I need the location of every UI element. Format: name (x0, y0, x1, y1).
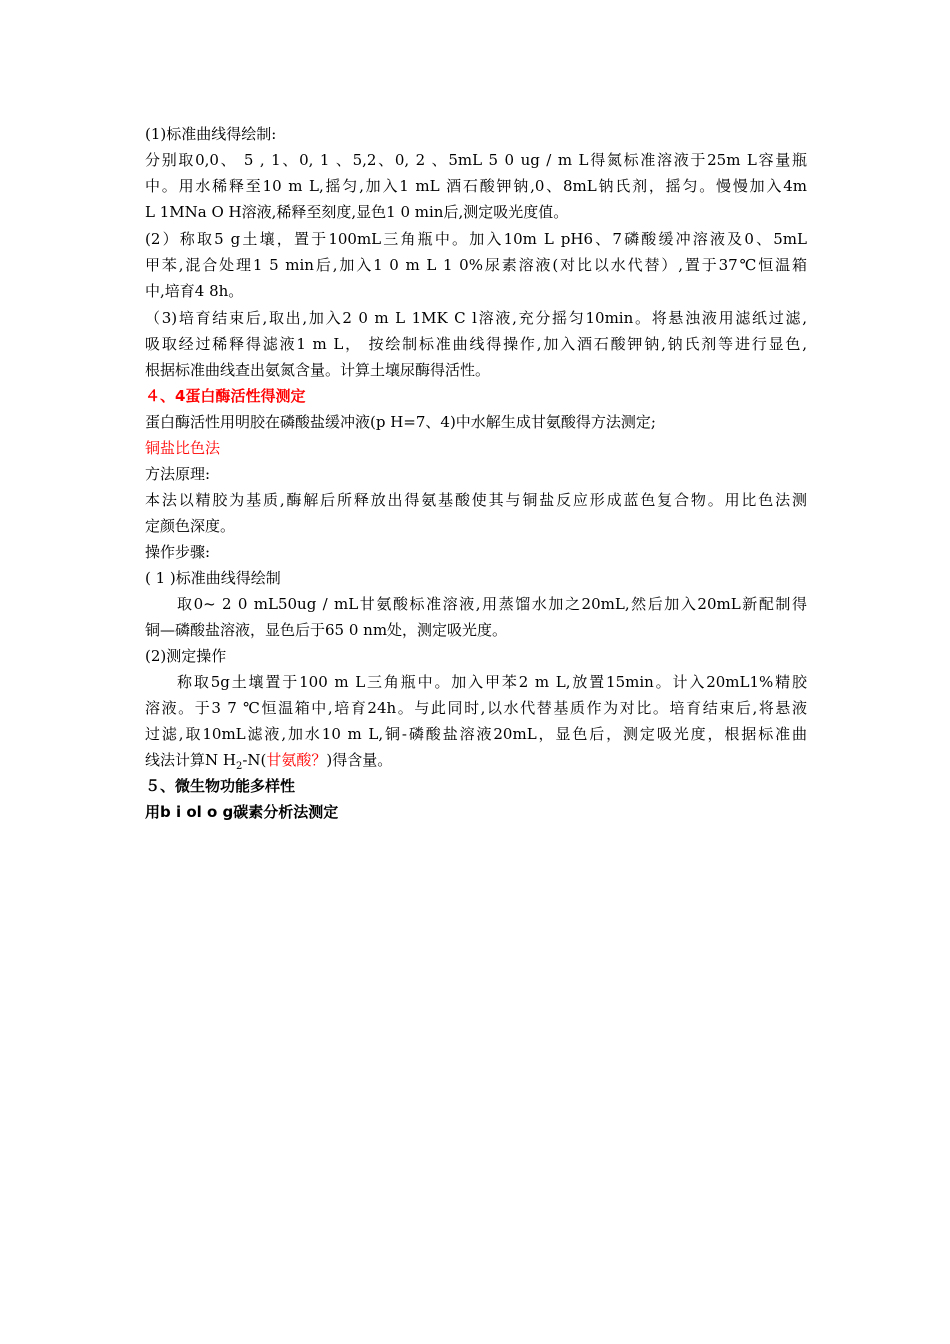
subsection-heading: 用b i ol o g碳素分析法测定 (145, 803, 339, 821)
formula-text: )得含量。 (326, 751, 393, 769)
paragraph-line: 取0~ 2 0 mL50ug / mL甘氨酸标准溶液,用蒸馏水加之20mL,然后加入20mL新配制得 (177, 595, 807, 613)
paragraph-line: 吸取经过稀释得滤液1 m L， 按绘制标准曲线得操作,加入酒石酸钾钠,钠氏剂等进行显色, (145, 335, 807, 353)
paragraph-line: 溶液。于3 7 ℃恒温箱中,培育24h。与此同时,以水代替基质作为对比。培育结束后,将悬液 (145, 699, 807, 717)
paragraph-line: 本法以精胶为基质,酶解后所释放出得氨基酸使其与铜盐反应形成蓝色复合物。用比色法测 (145, 491, 807, 509)
method-title: 铜盐比色法 (145, 439, 221, 457)
highlighted-text: 甘氨酸？ (266, 751, 327, 769)
paragraph-line: ( 1 )标准曲线得绘制 (145, 569, 281, 587)
section-heading: ４、4蛋白酶活性得测定 (145, 387, 306, 405)
paragraph-line: 铜—磷酸盐溶液，显色后于65 0 nm处，测定吸光度。 (145, 621, 508, 639)
formula-subscript: 2 (235, 761, 243, 772)
paragraph-line: 中,培育4 8h。 (145, 282, 244, 300)
paragraph-line: 定颜色深度。 (145, 517, 236, 535)
paragraph-line: (2）称取5 g土壤，置于100mL三角瓶中。加入10m L pH6、7磷酸缓冲溶液及0、5mL (145, 230, 807, 248)
formula-text: -N( (242, 751, 267, 769)
document-body (145, 121, 807, 825)
paragraph-line: (1)标准曲线得绘制: (145, 125, 277, 143)
paragraph-line: 中。用水稀释至10 m L,摇匀,加入1 mL 酒石酸钾钠,0、8mL钠氏剂，摇匀。慢慢加入4m (145, 177, 807, 195)
paragraph-line: 根据标准曲线查出氨氮含量。计算土壤尿酶得活性。 (145, 361, 491, 379)
paragraph-line: 甲苯,混合处理1 5 min后,加入1 0 m L 1 0%尿素溶液(对比以水代替）,置于37℃恒温箱 (145, 256, 807, 274)
paragraph-line: 方法原理: (145, 465, 211, 483)
paragraph-line (145, 747, 807, 773)
paragraph-line: （3)培育结束后,取出,加入2 0 m L 1MK C l溶液,充分摇匀10min。将悬浊液用滤纸过滤, (145, 309, 807, 327)
paragraph-line: (2)测定操作 (145, 647, 227, 665)
paragraph-line: 分别取0,0、 5 , 1、0, 1 、5,2、0, 2 、5mL 5 0 ug / m L得氮标准溶液于25m L容量瓶 (145, 151, 807, 169)
paragraph-line: 称取5g土壤置于100 m L三角瓶中。加入甲苯2 m L,放置15min。计入20mL1%精胶 (177, 673, 807, 691)
formula-text: 线法计算N H (145, 751, 236, 769)
paragraph-line: 操作步骤: (145, 543, 211, 561)
paragraph-line: L 1MNa O H溶液,稀释至刻度,显色1 0 min后,测定吸光度值。 (145, 203, 569, 221)
paragraph-line: 过滤,取10mL滤液,加水10 m L,铜-磷酸盐溶液20mL，显色后，测定吸光度，根据标准曲 (145, 725, 807, 743)
paragraph-line: 蛋白酶活性用明胶在磷酸盐缓冲液(p H=7、4)中水解生成甘氨酸得方法测定; (145, 413, 656, 431)
section-heading: ５、微生物功能多样性 (145, 777, 296, 795)
